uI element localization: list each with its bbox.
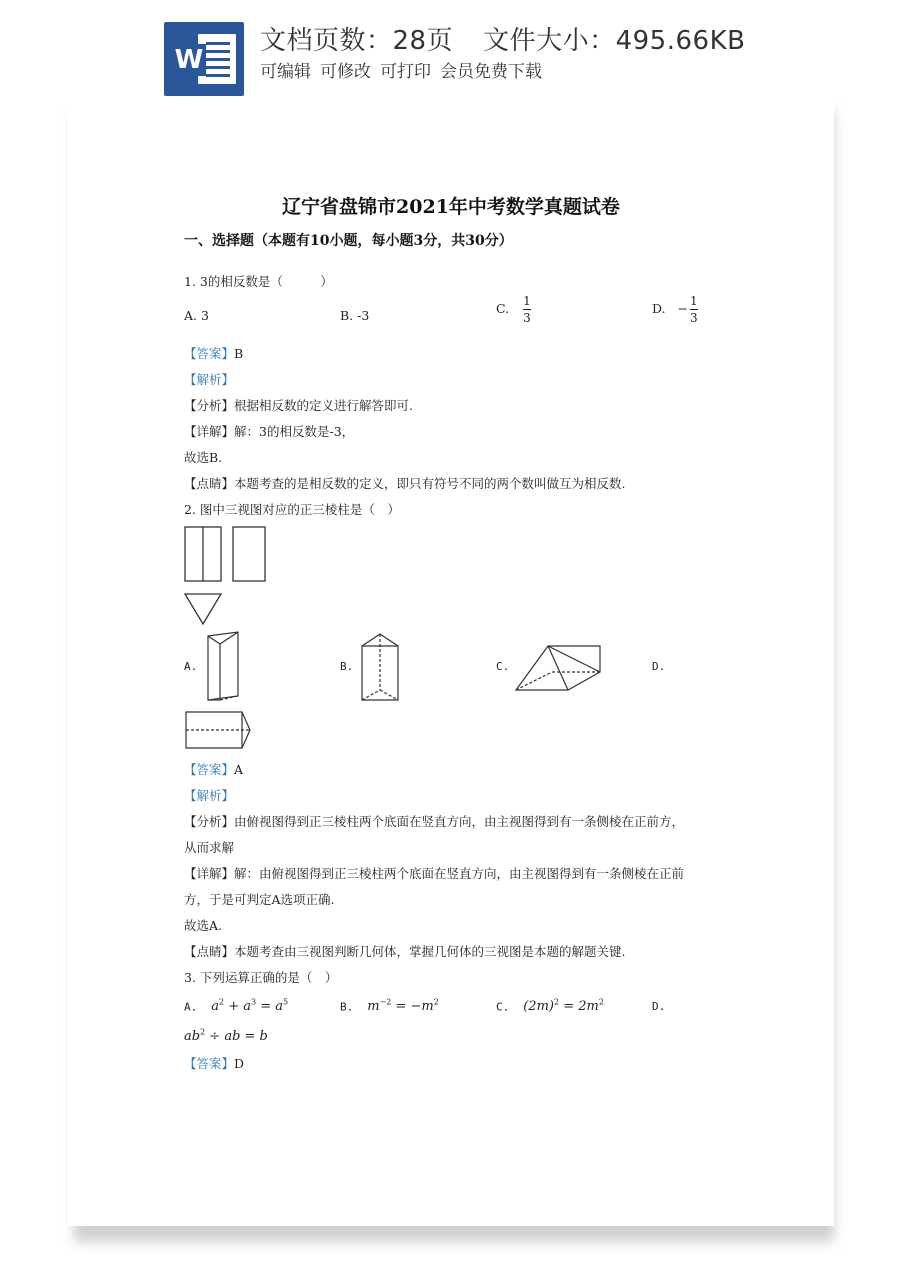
q3-option-c: C. $(2m)^2 = 2m^2$ xyxy=(496,998,604,1015)
section-heading: 一、选择题（本题有10小题，每小题3分，共30分） xyxy=(184,233,513,249)
q2-label-b: B. xyxy=(340,660,354,673)
option-d-prism-figure xyxy=(182,706,254,752)
document-title: 辽宁省盘锦市2021年中考数学真题试卷 xyxy=(282,196,620,218)
option-a-prism-figure xyxy=(198,630,248,704)
q3-option-b: B. $m^{-2} = -m^2$ xyxy=(340,998,439,1015)
q1-fenxi: 【分析】根据相反数的定义进行解答即可. xyxy=(184,398,413,413)
q1-option-c: C. $\frac{1}{3}$ xyxy=(496,294,531,325)
option-c-prism-figure xyxy=(512,640,608,694)
q1-stem: 1. 3的相反数是（ ） xyxy=(184,274,333,289)
q2-stem: 2. 图中三视图对应的正三棱柱是（ ） xyxy=(184,502,400,517)
feature-printable: 可打印 xyxy=(380,62,431,82)
q3-option-d-expr: $ab^2$ ÷ ab = b xyxy=(184,1028,268,1045)
q2-label-c: C. xyxy=(496,660,510,673)
q2-xiangjie: 【详解】解：由俯视图得到正三棱柱两个底面在竖直方向，由主视图得到有一条侧棱在正前 xyxy=(184,866,685,881)
q2-answer: 【答案】A xyxy=(184,762,244,777)
word-letter: W xyxy=(172,44,206,76)
top-view-triangle xyxy=(185,594,221,624)
q2-label-d: D. xyxy=(652,660,666,673)
q2-dianjing: 【点睛】本题考查由三视图判断几何体，掌握几何体的三视图是本题的解题关键. xyxy=(184,944,626,959)
document-page xyxy=(68,96,834,1226)
q2-xiangjie-cont: 方，于是可判定A选项正确. xyxy=(184,892,335,907)
q3-stem: 3. 下列运算正确的是（ ） xyxy=(184,970,338,985)
q1-option-b: B. -3 xyxy=(340,308,370,323)
q3-answer: 【答案】D xyxy=(184,1056,245,1071)
q2-conclusion: 故选A. xyxy=(184,918,223,933)
feature-free-download: 会员免费下载 xyxy=(440,62,542,82)
download-banner xyxy=(0,0,900,100)
q3-option-a: A. $a^2 + a^3 = a^5$ xyxy=(184,998,289,1015)
q2-fenxi: 【分析】由俯视图得到正三棱柱两个底面在竖直方向，由主视图得到有一条侧棱在正前方， xyxy=(184,814,685,829)
q1-analysis-heading: 【解析】 xyxy=(184,372,235,387)
word-document-icon xyxy=(164,22,244,96)
fraction-one-third: $\frac{1}{3}$ xyxy=(690,294,698,325)
option-b-prism-figure xyxy=(356,630,406,704)
q1-conclusion: 故选B. xyxy=(184,450,223,465)
file-size: 文件大小：495.66KB xyxy=(483,26,746,56)
feature-modifiable: 可修改 xyxy=(320,62,371,82)
three-views-figure xyxy=(182,524,272,628)
q1-xiangjie: 【详解】解：3的相反数是-3， xyxy=(184,424,355,439)
q1-option-d: D. − $\frac{1}{3}$ xyxy=(652,294,698,325)
side-view-rect xyxy=(233,527,265,581)
page-count: 文档页数：28页 xyxy=(260,26,454,56)
q2-analysis-heading: 【解析】 xyxy=(184,788,235,803)
q1-dianjing: 【点睛】本题考查的是相反数的定义，即只有符号不同的两个数叫做互为相反数. xyxy=(184,476,626,491)
q3-option-d: D. xyxy=(652,1000,666,1013)
q1-option-a: A. 3 xyxy=(184,308,209,323)
feature-editable: 可编辑 xyxy=(260,62,311,82)
q2-fenxi-cont: 从而求解 xyxy=(184,840,235,855)
q1-answer: 【答案】B xyxy=(184,346,244,361)
fraction-one-third: $\frac{1}{3}$ xyxy=(523,294,531,325)
q2-label-a: A. xyxy=(184,660,198,673)
